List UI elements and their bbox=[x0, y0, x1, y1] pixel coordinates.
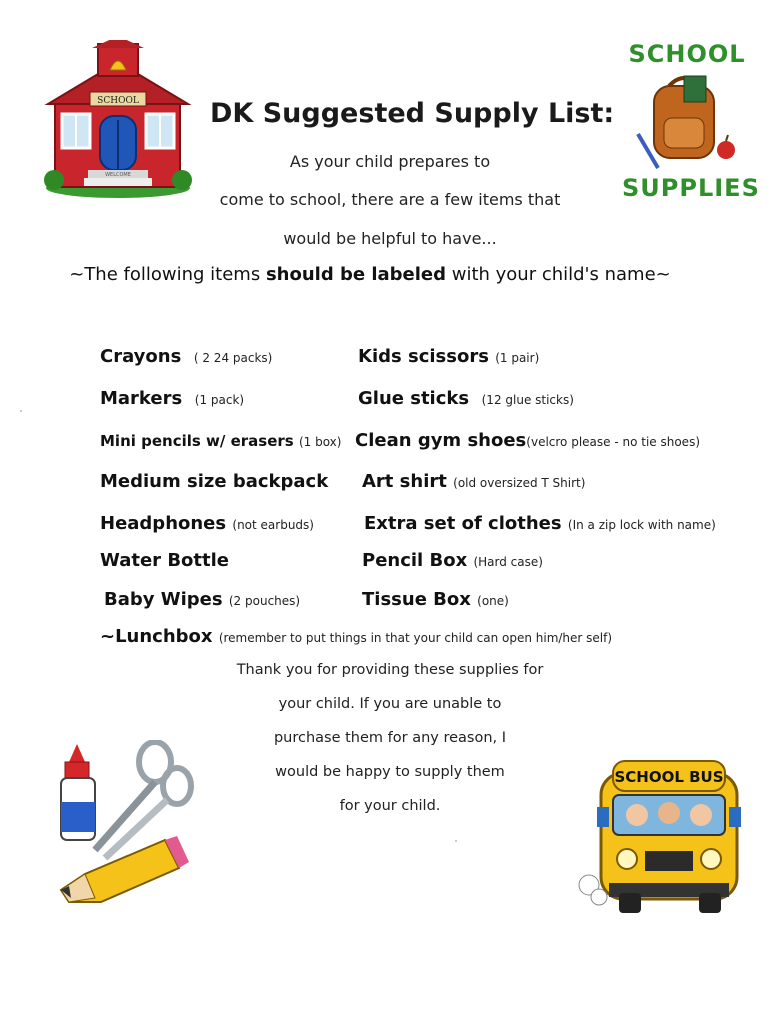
item-note: (1 pair) bbox=[495, 351, 540, 365]
bus-sign-text: SCHOOL BUS bbox=[614, 768, 724, 786]
supply-item-water-bottle bbox=[100, 550, 229, 571]
supply-item-gym-shoes bbox=[355, 430, 700, 451]
item-note: (remember to put things in that your child can open him/her self) bbox=[218, 631, 613, 645]
item-name: Pencil Box bbox=[362, 550, 468, 571]
schoolhouse-clipart bbox=[40, 40, 195, 200]
item-name: Art shirt bbox=[362, 471, 447, 492]
backpack-icon bbox=[634, 72, 744, 172]
item-note: (In a zip lock with name) bbox=[567, 518, 716, 532]
item-name: Headphones bbox=[100, 513, 227, 534]
label-instruction bbox=[20, 264, 720, 285]
supply-item-mini-pencils bbox=[100, 432, 341, 450]
thanks-line-2: your child. If you are unable to bbox=[278, 696, 502, 712]
supply-item-scissors bbox=[358, 346, 539, 367]
school-bus-clipart bbox=[575, 755, 747, 920]
item-name: Clean gym shoes bbox=[355, 430, 527, 451]
thanks-line-1: Thank you for providing these supplies for bbox=[236, 662, 544, 678]
item-note: (2 pouches) bbox=[228, 594, 301, 608]
thanks-line-4: would be happy to supply them bbox=[275, 764, 505, 780]
item-note: (old oversized T Shirt) bbox=[453, 476, 586, 490]
item-name: Baby Wipes bbox=[104, 589, 223, 610]
supply-item-lunchbox bbox=[100, 626, 612, 647]
supply-item-backpack bbox=[100, 471, 328, 492]
supplies-top-text: SCHOOL bbox=[628, 40, 746, 68]
supply-item-pencil-box bbox=[362, 550, 543, 571]
scan-speck bbox=[20, 410, 22, 412]
thanks-line-5: for your child. bbox=[339, 798, 441, 814]
supply-item-baby-wipes bbox=[104, 589, 300, 610]
item-note: (Hard case) bbox=[473, 555, 543, 569]
item-name: Water Bottle bbox=[100, 550, 229, 571]
intro-line-3: would be helpful to have... bbox=[283, 229, 497, 248]
page-title: DK Suggested Supply List: bbox=[210, 98, 615, 129]
item-note: (1 pack) bbox=[194, 393, 245, 407]
item-note: (12 glue sticks) bbox=[481, 393, 574, 407]
item-name: Crayons bbox=[100, 346, 182, 367]
item-name: Tissue Box bbox=[362, 589, 471, 610]
label-instruction-bold: should be labeled bbox=[265, 264, 446, 285]
scan-speck bbox=[455, 840, 457, 842]
item-note: ( 2 24 packs) bbox=[193, 351, 273, 365]
item-name: ~Lunchbox bbox=[100, 626, 213, 647]
glue-scissors-pencil-clipart bbox=[55, 740, 195, 910]
supplies-bottom-text: SUPPLIES bbox=[622, 174, 760, 202]
glue-bottle-icon bbox=[61, 744, 95, 840]
item-note: (one) bbox=[477, 594, 509, 608]
supply-item-headphones bbox=[100, 513, 314, 534]
label-instruction-pre: ~The following items bbox=[69, 264, 266, 285]
school-supplies-clipart bbox=[622, 40, 760, 210]
label-instruction-post: with your child's name~ bbox=[446, 264, 671, 285]
supply-item-crayons bbox=[100, 346, 272, 367]
item-name: Kids scissors bbox=[358, 346, 489, 367]
item-name: Extra set of clothes bbox=[364, 513, 562, 534]
supply-item-glue-sticks bbox=[358, 388, 574, 409]
supply-item-art-shirt bbox=[362, 471, 585, 492]
item-name: Mini pencils w/ erasers bbox=[100, 432, 294, 450]
item-note: (velcro please - no tie shoes) bbox=[526, 435, 700, 449]
school-sign-text: SCHOOL bbox=[97, 96, 139, 106]
item-name: Markers bbox=[100, 388, 183, 409]
supply-item-tissue-box bbox=[362, 589, 509, 610]
item-note: (not earbuds) bbox=[232, 518, 314, 532]
supply-item-extra-clothes bbox=[364, 513, 716, 534]
intro-line-1: As your child prepares to bbox=[289, 152, 491, 171]
pencil-icon bbox=[61, 836, 189, 902]
thanks-line-3: purchase them for any reason, I bbox=[273, 730, 507, 746]
supply-item-markers bbox=[100, 388, 244, 409]
doormat-text: WELCOME bbox=[105, 172, 131, 178]
item-note: (1 box) bbox=[298, 435, 342, 449]
item-name: Medium size backpack bbox=[100, 471, 329, 492]
intro-line-2: come to school, there are a few items that bbox=[219, 190, 561, 209]
item-name: Glue sticks bbox=[358, 388, 470, 409]
